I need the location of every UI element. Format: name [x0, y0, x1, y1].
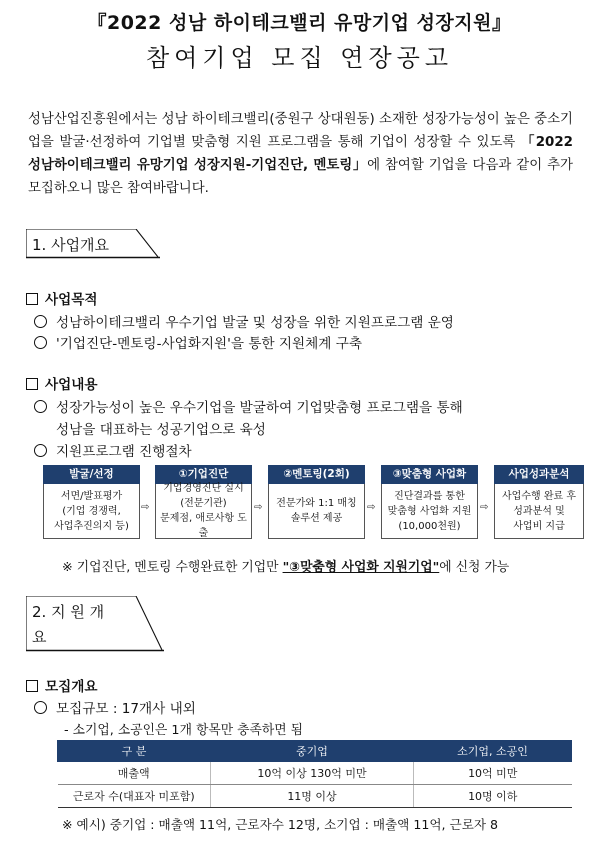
table-cell: 10명 이하	[414, 785, 572, 808]
process-step-2-head: ①기업진단	[155, 465, 252, 484]
recruit-scale	[34, 697, 196, 717]
recruit-heading	[26, 675, 98, 695]
process-step-2	[155, 465, 252, 539]
intro-program-name: 「2022 성남하이테크밸리 유망기업 성장지원-기업진단, 멘토링」	[28, 135, 573, 173]
section-1-heading	[26, 229, 161, 258]
content-item-2	[34, 440, 192, 460]
square-bullet-icon	[26, 378, 38, 390]
table-cell: 11명 이상	[211, 785, 414, 808]
process-step-4-body	[381, 484, 478, 539]
note-prefix: ※ 기업진단, 멘토링 수행완료한 기업만	[62, 560, 283, 575]
section-1-title: 1. 사업개요	[32, 236, 110, 254]
criteria-table	[57, 740, 572, 808]
content-item-1-line-2: 성남을 대표하는 성공기업으로 육성	[56, 422, 266, 438]
table-header: 소기업, 소공인	[414, 741, 572, 762]
purpose-item-1	[34, 311, 454, 331]
step-line: 사업추진의지 등)	[54, 520, 129, 532]
process-step-3-body	[268, 484, 365, 539]
arrow-right-icon: ⇨	[367, 502, 376, 513]
square-bullet-icon	[26, 680, 38, 692]
circle-bullet-icon	[34, 701, 47, 714]
section-2-title-line-2: 요	[32, 628, 47, 646]
step-line: 진단결과를 통한	[394, 490, 465, 502]
circle-bullet-icon	[34, 336, 47, 349]
process-note	[62, 556, 509, 575]
table-cell: 10억 이상 130억 미만	[211, 762, 414, 785]
intro-text-b: 에 참여할 기업을 다음과 같이 추가모집하오니 많은 참여바랍니다.	[28, 158, 573, 196]
process-step-4	[381, 465, 478, 539]
table-header: 중기업	[211, 741, 414, 762]
content-heading	[26, 373, 98, 393]
step-line: 맞춤형 사업화 지원	[387, 505, 472, 517]
note-highlight: "③맞춤형 사업화 지원기업"	[282, 560, 440, 575]
table-cell: 10억 미만	[414, 762, 572, 785]
section-2-title-line-1: 2. 지 원 개	[32, 603, 105, 621]
process-step-3	[268, 465, 365, 539]
intro-text-a: 성남산업진흥원에서는 성남 하이테크밸리(중원구 상대원동) 소재한 성장가능성이 높은 중소기업을 발굴·선정하여 기업별 맞춤형 지원 프로그램을 통해 기업이 성장할 수 있도록	[28, 112, 573, 150]
table-cell: 근로자 수(대표자 미포함)	[58, 785, 211, 808]
purpose-item-1-text: 성남하이테크밸리 우수기업 발굴 및 성장을 위한 지원프로그램 운영	[56, 315, 454, 331]
purpose-heading	[26, 288, 98, 308]
step-line: (기업 경쟁력,	[62, 505, 121, 517]
circle-bullet-icon	[34, 315, 47, 328]
table-cell: 매출액	[58, 762, 211, 785]
step-line: 전문가와 1:1 매칭	[276, 498, 357, 509]
arrow-right-icon: ⇨	[254, 502, 263, 513]
step-line: 성과분석 및	[513, 505, 565, 517]
title-line-2: 참여기업 모집 연장공고	[145, 44, 454, 72]
arrow-right-icon: ⇨	[480, 502, 489, 513]
intro-paragraph	[28, 108, 573, 200]
process-step-1-body	[43, 484, 140, 539]
step-line: (전문기관)	[180, 498, 227, 509]
title-line-1: 『2022 성남 하이테크밸리 유망기업 성장지원』	[87, 12, 512, 34]
content-heading-text: 사업내용	[45, 377, 98, 393]
note-suffix: 에 신청 가능	[439, 560, 510, 575]
circle-bullet-icon	[34, 400, 47, 413]
table-row	[58, 785, 572, 808]
recruit-sub-note: - 소기업, 소공인은 1개 항목만 충족하면 됨	[64, 723, 304, 738]
circle-bullet-icon	[34, 444, 47, 457]
process-step-5-head: 사업성과분석	[494, 465, 584, 484]
table-header-row	[58, 741, 572, 762]
step-line: (10,000천원)	[398, 520, 461, 532]
process-step-3-head: ②멘토링(2회)	[268, 465, 365, 484]
table-header: 구 분	[58, 741, 211, 762]
step-line: 사업비 지급	[513, 520, 565, 532]
recruit-heading-text: 모집개요	[45, 679, 98, 695]
process-step-4-head: ③맞춤형 사업화	[381, 465, 478, 484]
process-step-5-body	[494, 484, 584, 539]
step-line: 사업수행 완료 후	[502, 490, 576, 502]
recruit-scale-text: 모집규모 : 17개사 내외	[56, 701, 196, 717]
arrow-right-icon: ⇨	[141, 502, 150, 513]
process-step-2-body	[155, 484, 252, 539]
content-item-1	[34, 396, 463, 416]
step-line: 기업경영진단 실시	[163, 483, 244, 494]
step-line: 서면/발표평가	[60, 490, 123, 502]
step-line: 솔루션 제공	[290, 513, 343, 524]
table-row	[58, 762, 572, 785]
process-step-5	[494, 465, 584, 539]
purpose-item-2-text: '기업진단-멘토링-사업화지원'을 통한 지원체계 구축	[56, 336, 363, 352]
example-note: ※ 예시) 중기업 : 매출액 11억, 근로자수 12명, 소기업 : 매출액 11억, 근로자 8	[62, 817, 499, 832]
step-line: 문제점, 애로사항 도출	[160, 513, 247, 539]
content-item-1-line-1: 성장가능성이 높은 우수기업을 발굴하여 기업맞춤형 프로그램을 통해	[56, 400, 463, 416]
square-bullet-icon	[26, 293, 38, 305]
process-step-1	[43, 465, 140, 539]
process-step-1-head: 발굴/선정	[43, 465, 140, 484]
purpose-item-2	[34, 332, 362, 352]
purpose-heading-text: 사업목적	[45, 292, 98, 308]
content-item-2-text: 지원프로그램 진행절차	[56, 444, 192, 460]
section-2-heading	[26, 596, 166, 651]
